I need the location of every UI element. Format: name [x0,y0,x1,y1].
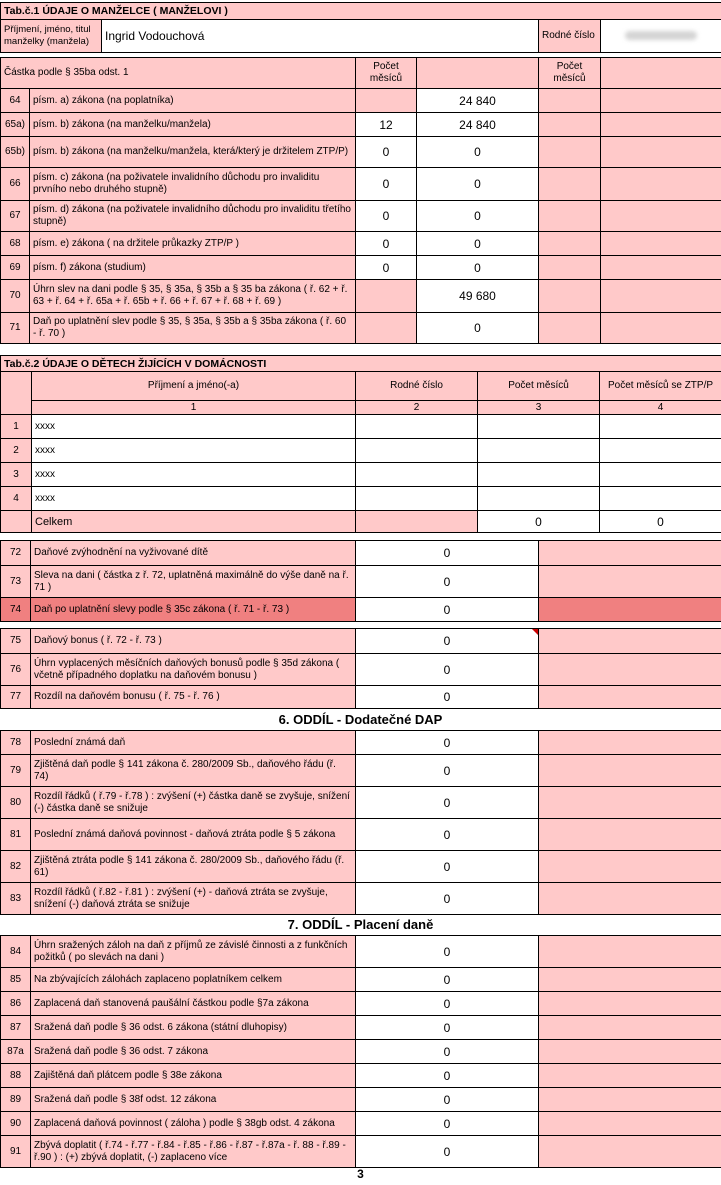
months-field[interactable]: 0 [356,168,417,201]
row-number: 69 [1,256,30,280]
value-field[interactable]: 0 [356,541,539,566]
child-row [1,487,721,511]
row-label: Rozdíl řádků ( ř.79 - ř.78 ) : zvýšení (+) částka daně se zvyšuje, snížení (-) částka daně se snižuje [31,787,356,819]
row-label: Poslední známá daň [31,731,356,755]
months-field [356,313,417,344]
row-91 [1,1136,721,1168]
empty-cell [539,598,721,622]
castka-label: Částka podle § 35ba odst. 1 [1,58,356,89]
child-rc-field[interactable] [356,439,478,463]
value-field[interactable]: 0 [356,686,539,709]
months-field[interactable]: 0 [356,201,417,232]
months-header: Počet měsíců [356,58,417,89]
row-number: 73 [1,566,31,598]
child-row [1,415,721,439]
row-label: Sleva na dani ( částka z ř. 72, uplatněná maximálně do výše daně na ř. 71 ) [31,566,356,598]
empty-cell [539,256,601,280]
row-number: 77 [1,686,31,709]
amount-field[interactable]: 24 840 [417,89,539,113]
value-field[interactable]: 0 [356,992,539,1016]
row-number: 67 [1,201,30,232]
row-label: Daň po uplatnění slev podle § 35, § 35a, § 35b a § 35ba zákona ( ř. 60 - ř. 70 ) [30,313,356,344]
tab1-title: Tab.č.1 ÚDAJE O MANŽELCE ( MANŽELOVI ) [1,3,721,20]
column-number: 1 [32,401,356,415]
row-74 [1,598,721,622]
row-label: Daňové zvýhodnění na vyživované dítě [31,541,356,566]
row-label: Zaplacená daň stanovená paušální částkou podle §7a zákona [31,992,356,1016]
row-number: 87 [1,1016,31,1040]
empty-cell [1,401,32,415]
row-label: Zjištěná ztráta podle § 141 zákona č. 280/2009 Sb., daňového řádu (ř. 61) [31,851,356,883]
value-field[interactable]: 0 [356,1040,539,1064]
birth-number-label: Rodné číslo [539,20,601,53]
block72-table [0,540,721,622]
comment-marker-icon[interactable] [532,629,538,635]
redacted-birth-number [625,31,697,40]
empty-cell [539,1136,721,1168]
row-68 [1,232,721,256]
spouse-birth-number-field[interactable] [601,20,721,53]
amount-header-2 [601,58,721,89]
value-field[interactable]: 0 [356,1016,539,1040]
row-80 [1,787,721,819]
row-label: Zaplacená daňová povinnost ( záloha ) podle § 38gb odst. 4 zákona [31,1112,356,1136]
empty-cell [539,629,721,654]
row-number: 76 [1,654,31,686]
value-field[interactable]: 0 [356,968,539,992]
tab1-table [0,2,721,344]
amount-field[interactable]: 0 [417,256,539,280]
column-number: 3 [478,401,600,415]
child-months-field[interactable] [478,463,600,487]
months-field[interactable]: 12 [356,113,417,137]
value-field[interactable]: 0 [356,787,539,819]
value-field[interactable]: 0 [356,851,539,883]
empty-cell [539,851,721,883]
row-label: písm. e) zákona ( na držitele průkazky ZTP/P ) [30,232,356,256]
row-number: 83 [1,883,31,915]
empty-cell [601,137,721,168]
child-name-field[interactable]: xxxx [32,463,356,487]
child-number: 1 [1,415,32,439]
row-69 [1,256,721,280]
row-66 [1,168,721,201]
child-ztp-field[interactable] [600,487,721,511]
row-number: 65b) [1,137,30,168]
child-row [1,439,721,463]
row-number: 90 [1,1112,31,1136]
row-number: 71 [1,313,30,344]
amount-field[interactable]: 0 [417,313,539,344]
row-number: 88 [1,1064,31,1088]
row-number: 75 [1,629,31,654]
value-field[interactable]: 0 [356,1112,539,1136]
empty-cell [539,541,721,566]
spouse-name-field[interactable]: Ingrid Vodouchová [102,20,539,53]
row-number: 91 [1,1136,31,1168]
value-field[interactable]: 0 [356,936,539,968]
empty-cell [539,566,721,598]
empty-cell [539,1064,721,1088]
row-65b [1,137,721,168]
empty-cell [539,992,721,1016]
row-72 [1,541,721,566]
child-rc-field[interactable] [356,463,478,487]
amount-field[interactable]: 24 840 [417,113,539,137]
row-label: Daň po uplatnění slevy podle § 35c zákona ( ř. 71 - ř. 73 ) [31,598,356,622]
empty-cell [601,113,721,137]
row-label: písm. f) zákona (studium) [30,256,356,280]
row-label: písm. b) zákona (na manželku/manžela) [30,113,356,137]
months-field[interactable]: 0 [356,256,417,280]
row-label: Zjištěná daň podle § 141 zákona č. 280/2009 Sb., daňového řádu (ř. 74) [31,755,356,787]
value-field[interactable]: 0 [356,731,539,755]
empty-cell [539,1112,721,1136]
row-number: 85 [1,968,31,992]
empty-cell [539,755,721,787]
children-total-row [1,511,721,533]
children-name-header: Příjmení a jméno(-a) [32,372,356,401]
empty-cell [539,280,601,313]
row-65a [1,113,721,137]
row-87a [1,1040,721,1064]
empty-cell [601,232,721,256]
empty-cell [356,511,478,533]
section7-title: 7. ODDÍL - Placení daně [0,916,721,934]
row-67 [1,201,721,232]
row-label: Úhrn vyplacených měsíčních daňových bonusů podle § 35d zákona ( včetně případného doplatku na daňovém bonusu ) [31,654,356,686]
total-ztp-value: 0 [600,511,721,533]
row-label: Sražená daň podle § 36 odst. 6 zákona (státní dluhopisy) [31,1016,356,1040]
row-number: 82 [1,851,31,883]
column-number: 2 [356,401,478,415]
row-label: Sražená daň podle § 38f odst. 12 zákona [31,1088,356,1112]
row-number: 84 [1,936,31,968]
spouse-name-label: Příjmení, jméno, titul manželky (manžela) [1,20,102,53]
row-label: písm. c) zákona (na poživatele invalidního důchodu pro invaliditu prvního nebo druhého stupně) [30,168,356,201]
row-85 [1,968,721,992]
child-number: 3 [1,463,32,487]
child-number: 2 [1,439,32,463]
value-field[interactable]: 0 [356,598,539,622]
row-number: 78 [1,731,31,755]
empty-cell [539,787,721,819]
amount-field[interactable]: 0 [417,201,539,232]
row-81 [1,819,721,851]
row-78 [1,731,721,755]
empty-cell [601,89,721,113]
row-label: Úhrn sražených záloh na daň z příjmů ze závislé činnosti a z funkčních požitků ( po slevách na dani ) [31,936,356,968]
empty-cell [539,89,601,113]
child-months-field[interactable] [478,415,600,439]
months-header-2: Počet měsíců [539,58,601,89]
row-number: 79 [1,755,31,787]
row-number: 74 [1,598,31,622]
empty-cell [539,686,721,709]
row-89 [1,1088,721,1112]
row-label: Sražená daň podle § 36 odst. 7 zákona [31,1040,356,1064]
value-field[interactable]: 0 [356,1088,539,1112]
empty-cell [539,883,721,915]
row-87 [1,1016,721,1040]
children-ztp-header: Počet měsíců se ZTP/P [600,372,721,401]
empty-cell [539,113,601,137]
empty-cell [601,256,721,280]
child-rc-field[interactable] [356,487,478,511]
children-months-header: Počet měsíců [478,372,600,401]
row-label: Rozdíl na daňovém bonusu ( ř. 75 - ř. 76 ) [31,686,356,709]
row-82 [1,851,721,883]
child-ztp-field[interactable] [600,463,721,487]
value-field[interactable]: 0 [356,883,539,915]
row-number: 81 [1,819,31,851]
row-label: Daňový bonus ( ř. 72 - ř. 73 ) [31,629,356,654]
empty-cell [1,511,32,533]
section7-table [0,935,721,1168]
child-rc-field[interactable] [356,415,478,439]
row-number: 89 [1,1088,31,1112]
value-field[interactable]: 0 [356,1064,539,1088]
empty-cell [539,201,601,232]
empty-cell [539,168,601,201]
row-88 [1,1064,721,1088]
value-field[interactable]: 0 [356,755,539,787]
row-number: 70 [1,280,30,313]
empty-cell [539,936,721,968]
section6-table [0,730,721,915]
amount-field[interactable]: 49 680 [417,280,539,313]
empty-cell [601,280,721,313]
months-field[interactable]: 0 [356,137,417,168]
row-number: 87a [1,1040,31,1064]
row-79 [1,755,721,787]
row-number: 86 [1,992,31,1016]
row-label: Na zbývajících zálohách zaplaceno poplatníkem celkem [31,968,356,992]
child-number: 4 [1,487,32,511]
row-77 [1,686,721,709]
child-row [1,463,721,487]
empty-cell [539,731,721,755]
value-field[interactable]: 0 [356,1136,539,1168]
months-field[interactable]: 0 [356,232,417,256]
tab2-title: Tab.č.2 ÚDAJE O DĚTECH ŽIJÍCÍCH V DOMÁCNOSTI [1,356,721,372]
child-months-field[interactable] [478,487,600,511]
amount-field[interactable]: 0 [417,168,539,201]
page-number: 3 [357,1167,364,1181]
value-field[interactable]: 0 [356,819,539,851]
child-name-field[interactable]: xxxx [32,487,356,511]
empty-cell [601,168,721,201]
child-ztp-field[interactable] [600,439,721,463]
row-86 [1,992,721,1016]
empty-cell [1,372,32,401]
row-label: písm. a) zákona (na poplatníka) [30,89,356,113]
total-label: Celkem [32,511,356,533]
empty-cell [539,232,601,256]
row-number: 72 [1,541,31,566]
row-label: Zajištěná daň plátcem podle § 38e zákona [31,1064,356,1088]
row-label: Úhrn slev na dani podle § 35, § 35a, § 35b a § 35 ba zákona ( ř. 62 + ř. 63 + ř. 64 + ř. 65a + ř. 65b + ř. 66 + ř. 67 + ř. 68 + ř. 69 ) [30,280,356,313]
row-75 [1,629,721,654]
row-number: 68 [1,232,30,256]
child-months-field[interactable] [478,439,600,463]
amount-header [417,58,539,89]
block75-table [0,628,721,709]
empty-cell [539,1088,721,1112]
empty-cell [539,654,721,686]
row-83 [1,883,721,915]
child-name-field[interactable]: xxxx [32,415,356,439]
months-field [356,89,417,113]
row-70 [1,280,721,313]
row-label: Rozdíl řádků ( ř.82 - ř.81 ) : zvýšení (+) - daňová ztráta se zvyšuje, snížení (-) daňová ztráta se snižuje [31,883,356,915]
row-label: Poslední známá daňová povinnost - daňová ztráta podle § 5 zákona [31,819,356,851]
empty-cell [539,137,601,168]
row-label: Zbývá doplatit ( ř.74 - ř.77 - ř.84 - ř.85 - ř.86 - ř.87 - ř.87a - ř. 88 - ř.89 - ř.90 ) : (+) zbývá doplatit, (-) zaplaceno více [31,1136,356,1168]
row-76 [1,654,721,686]
row-label: písm. b) zákona (na manželku/manžela, která/který je držitelem ZTP/P) [30,137,356,168]
row-number: 64 [1,89,30,113]
value-field[interactable]: 0 [356,566,539,598]
row-64 [1,89,721,113]
row-number: 80 [1,787,31,819]
section6-title: 6. ODDÍL - Dodatečné DAP [0,711,721,729]
children-rc-header: Rodné číslo [356,372,478,401]
amount-field[interactable]: 0 [417,232,539,256]
months-field [356,280,417,313]
empty-cell [539,819,721,851]
value-field[interactable]: 0 [356,654,539,686]
row-73 [1,566,721,598]
empty-cell [539,1016,721,1040]
tab2-table [0,355,721,533]
child-name-field[interactable]: xxxx [32,439,356,463]
child-ztp-field[interactable] [600,415,721,439]
empty-cell [539,968,721,992]
row-number: 65a) [1,113,30,137]
empty-cell [539,1040,721,1064]
total-months-value: 0 [478,511,600,533]
empty-cell [601,201,721,232]
empty-cell [601,313,721,344]
row-label: písm. d) zákona (na poživatele invalidního důchodu pro invaliditu třetího stupně) [30,201,356,232]
value-field[interactable]: 0 [356,629,539,654]
empty-cell [539,313,601,344]
amount-field[interactable]: 0 [417,137,539,168]
row-number: 66 [1,168,30,201]
row-71 [1,313,721,344]
column-number: 4 [600,401,721,415]
row-84 [1,936,721,968]
row-90 [1,1112,721,1136]
